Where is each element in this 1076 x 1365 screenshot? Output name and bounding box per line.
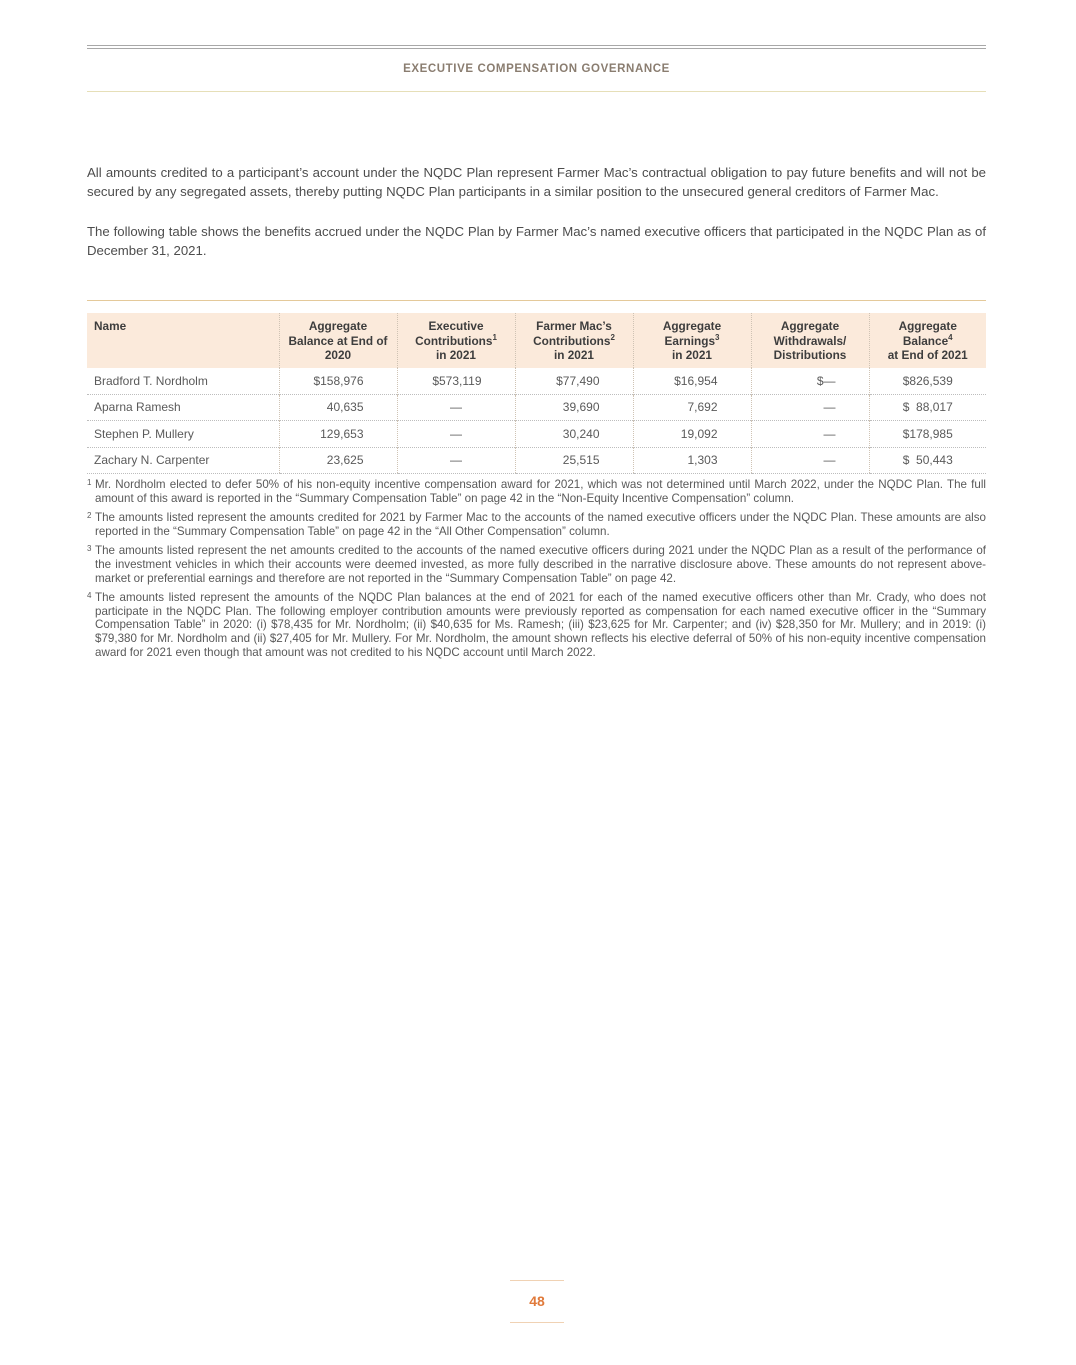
cell-ending-balance: $ 88,017	[869, 394, 986, 421]
cell-executive-contributions: —	[397, 394, 515, 421]
cell-name: Bradford T. Nordholm	[94, 373, 208, 388]
table-header-row	[87, 313, 986, 368]
cell-withdrawals: $—	[751, 368, 869, 394]
intro-paragraph-credited-amounts: All amounts credited to a participant’s account under the NQDC Plan represent Farmer Mac’s contractual obligation to pay future benefits and will not be secured by any segregated assets, thereby putting NQDC Plan participants in a similar position to the unsecured general creditors of Farmer Mac.	[87, 165, 986, 199]
footnote	[87, 591, 986, 659]
footnote	[87, 511, 986, 538]
cell-aggregate-earnings: 1,303	[633, 447, 751, 474]
top-double-rule-upper	[87, 45, 986, 46]
nqdc-benefits-table	[87, 313, 986, 474]
table-row	[87, 368, 986, 394]
cell-name: Aparna Ramesh	[87, 394, 279, 421]
cell-aggregate-earnings: $16,954	[633, 368, 751, 394]
top-double-rule-lower	[87, 48, 986, 49]
cell-beginning-balance: 129,653	[279, 421, 397, 448]
cell-executive-contributions: —	[397, 447, 515, 474]
col-header-ending-balance: Aggregate Balance$^4$ at End of 2021	[869, 313, 986, 368]
table-row	[87, 421, 986, 448]
page-number-rule-bottom	[510, 1322, 564, 1323]
footnote	[87, 544, 986, 585]
page-number-rule-top	[510, 1280, 564, 1281]
cell-farmer-mac-contributions: 25,515	[515, 447, 633, 474]
col-header-executive-contributions: Executive Contributions$^1$ in 2021	[397, 313, 515, 368]
footnote	[87, 478, 986, 505]
cell-ending-balance: $ 50,443	[869, 447, 986, 474]
cell-name: Stephen P. Mullery	[87, 421, 279, 448]
footnote-text: The amounts listed represent the net amounts credited to the accounts of the named executive officers during 2021 under the NQDC Plan as a result of the performance of the investment vehicles in which their accounts were deemed invested, as more fully described in the narrative disclosure above. These amounts do not represent above-market or preferential earnings and therefore are not reported in the “Summary Compensation Table” on page 42.	[95, 544, 986, 585]
cell-farmer-mac-contributions: $77,490	[515, 368, 633, 394]
col-header-name: Name	[87, 313, 279, 368]
cell-ending-balance: $178,985	[869, 421, 986, 448]
col-header-beginning-balance: Aggregate Balance at End of 2020	[279, 313, 397, 368]
footnote-marker: 3	[87, 544, 92, 554]
cell-withdrawals: —	[751, 421, 869, 448]
footnotes	[87, 478, 986, 665]
table-row	[87, 447, 986, 474]
page-number: 48	[529, 1293, 545, 1309]
cell-ending-balance: $826,539	[869, 368, 986, 394]
footnote-marker: 4	[87, 591, 92, 601]
footnote-text: The amounts listed represent the amounts of the NQDC Plan balances at the end of 2021 for each of the named executive officers other than Mr. Crady, who does not participate in the NQDC Plan. The following employer contribution amounts were previously reported as compensation for each named executive officer in the “Summary Compensation Table” in 2020: (i) $78,435 for Mr. Nordholm; (ii) $40,635 for Ms. Ramesh; (iii) $23,625 for Mr. Carpenter; and (iv) $28,350 for Mr. Mullery; and in 2019: (i) $79,380 for Mr. Nordholm and (ii) $27,405 for Mr. Mullery. For Mr. Nordholm, the amount shown reflects his elective deferral of 50% of his non-equity incentive compensation award for 2021 even though that amount was not credited to his NQDC account until March 2022.	[95, 591, 986, 659]
col-header-farmer-mac-contributions: Farmer Mac’s Contributions$^2$ in 2021	[515, 313, 633, 368]
cell-executive-contributions: $573,119	[397, 368, 515, 394]
cell-aggregate-earnings: 7,692	[633, 394, 751, 421]
running-header-title: EXECUTIVE COMPENSATION GOVERNANCE	[403, 63, 670, 75]
col-header-withdrawals: Aggregate Withdrawals/ Distributions	[751, 313, 869, 368]
cell-aggregate-earnings: 19,092	[633, 421, 751, 448]
cell-farmer-mac-contributions: 39,690	[515, 394, 633, 421]
header-divider	[87, 91, 986, 92]
cell-beginning-balance: $158,976	[279, 368, 397, 394]
intro-paragraph-table-description: The following table shows the benefits accrued under the NQDC Plan by Farmer Mac’s named executive officers that participated in the NQDC Plan as of December 31, 2021.	[87, 224, 986, 258]
col-header-aggregate-earnings: Aggregate Earnings$^3$ in 2021	[633, 313, 751, 368]
cell-withdrawals: —	[751, 394, 869, 421]
footnote-text: The amounts listed represent the amounts credited for 2021 by Farmer Mac to the accounts of the named executive officers under the NQDC Plan. These amounts are also reported in the “Summary Compensation Table” on page 42 in the “All Other Compensation” column.	[95, 511, 986, 538]
table-row	[87, 394, 986, 421]
table-top-divider	[87, 300, 986, 301]
footnote-marker: 1	[87, 478, 92, 487]
cell-withdrawals: —	[751, 447, 869, 474]
cell-beginning-balance: 23,625	[279, 447, 397, 474]
cell-beginning-balance: 40,635	[279, 394, 397, 421]
cell-executive-contributions: —	[397, 421, 515, 448]
cell-name: Zachary N. Carpenter	[87, 447, 279, 474]
footnote-text: Mr. Nordholm elected to defer 50% of his non-equity incentive compensation award for 2021, which was not determined until March 2022, under the NQDC Plan. The full amount of this award is reported in the “Summary Compensation Table” on page 42 in the “Non-Equity Incentive Compensation” column.	[95, 478, 986, 505]
footnote-marker: 2	[87, 511, 92, 521]
cell-farmer-mac-contributions: 30,240	[515, 421, 633, 448]
